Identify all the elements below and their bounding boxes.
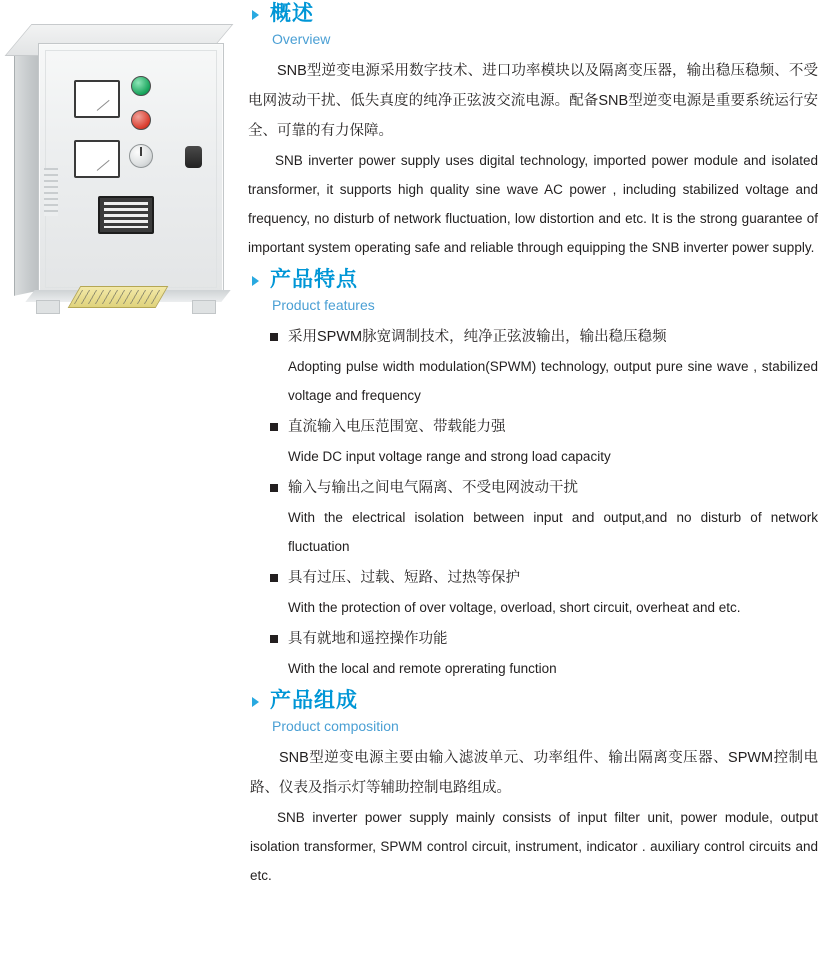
feature-text-cn (270, 412, 818, 442)
list-item (270, 563, 818, 622)
composition-heading (248, 687, 818, 737)
product-cabinet-image (14, 18, 236, 318)
feature-label-cn: 具有过压、过载、短路、过热等保护 (288, 570, 520, 586)
square-bullet-icon (270, 574, 278, 582)
cabinet-side-panel (14, 45, 41, 296)
triangle-marker-icon (252, 697, 259, 707)
composition-title-en: Product composition (272, 718, 399, 734)
control-panel-icon (98, 196, 154, 234)
red-indicator-lamp-icon (131, 110, 151, 130)
composition-body (248, 743, 818, 890)
green-indicator-lamp-icon (131, 76, 151, 96)
list-item (270, 322, 818, 410)
overview-paragraph-cn: SNB型逆变电源采用数字技术、进口功率模块以及隔离变压器，输出稳压稳频、不受电网波动干扰、低失真度的纯净正弦波交流电源。配备SNB型逆变电源是重要系统运行安全、可靠的有力保障。 (248, 63, 818, 139)
composition-title-cn: 产品组成 (270, 689, 358, 712)
ventilation-louver (44, 168, 58, 216)
section-overview (248, 0, 818, 262)
square-bullet-icon (270, 423, 278, 431)
feature-label-cn: 具有就地和遥控操作功能 (288, 631, 448, 647)
feature-label-cn: 直流输入电压范围宽、带载能力强 (288, 419, 506, 435)
terminal-block-icon (68, 286, 169, 308)
analog-meter-icon (74, 80, 120, 118)
feature-label-cn: 输入与输出之间电气隔离、不受电网波动干扰 (288, 480, 578, 496)
composition-paragraph-cn: SNB型逆变电源主要由输入滤波单元、功率组件、输出隔离变压器、SPWM控制电路、仪表及指示灯等辅助控制电路组成。 (250, 750, 818, 796)
overview-heading (248, 0, 818, 50)
features-title-en: Product features (272, 297, 375, 313)
cabinet-foot (36, 300, 60, 314)
feature-text-cn (270, 563, 818, 593)
square-bullet-icon (270, 484, 278, 492)
triangle-marker-icon (252, 10, 259, 20)
features-title-cn: 产品特点 (270, 268, 358, 291)
content-column (248, 0, 818, 894)
feature-label-cn: 采用SPWM脉宽调制技术，纯净正弦波输出，输出稳压稳频 (288, 329, 667, 345)
product-image-column (0, 0, 250, 400)
feature-text-en: Wide DC input voltage range and strong load capacity (288, 449, 611, 464)
composition-paragraph-en: SNB inverter power supply mainly consists of input filter unit, power module, output isolation transformer, SPWM control circuit, instrument, indicator . auxiliary control circuits and etc. (250, 810, 818, 883)
list-item (270, 412, 818, 471)
feature-text-cn (270, 624, 818, 654)
feature-text-cn (270, 322, 818, 352)
features-heading (248, 266, 818, 316)
rotary-selector-knob-icon (129, 144, 153, 168)
feature-text-cn (270, 473, 818, 503)
analog-meter-icon (74, 140, 120, 178)
square-bullet-icon (270, 635, 278, 643)
feature-text-en: With the local and remote oprerating function (288, 661, 557, 676)
feature-text-en: With the protection of over voltage, overload, short circuit, overheat and etc. (288, 600, 741, 615)
feature-text-en: Adopting pulse width modulation(SPWM) technology, output pure sine wave , stabilized voltage and frequency (288, 359, 818, 403)
list-item (270, 473, 818, 561)
door-handle-icon (185, 146, 202, 168)
feature-text-en: With the electrical isolation between input and output,and no disturb of network fluctuation (288, 510, 818, 554)
section-product-features (248, 266, 818, 683)
triangle-marker-icon (252, 276, 259, 286)
overview-paragraph-en: SNB inverter power supply uses digital technology, imported power module and isolated transformer, it supports high quality sine wave AC power , including stabilized voltage and frequency, no disturb of network fluctuation, low distortion and etc. It is the strong guarantee of important system operating safe and reliable through equipping the SNB inverter power supply. (248, 153, 818, 255)
overview-title-en: Overview (272, 31, 331, 47)
section-product-composition (248, 687, 818, 890)
list-item (270, 624, 818, 683)
features-list (248, 322, 818, 683)
cabinet-foot (192, 300, 216, 314)
overview-title-cn: 概述 (270, 2, 314, 25)
square-bullet-icon (270, 333, 278, 341)
